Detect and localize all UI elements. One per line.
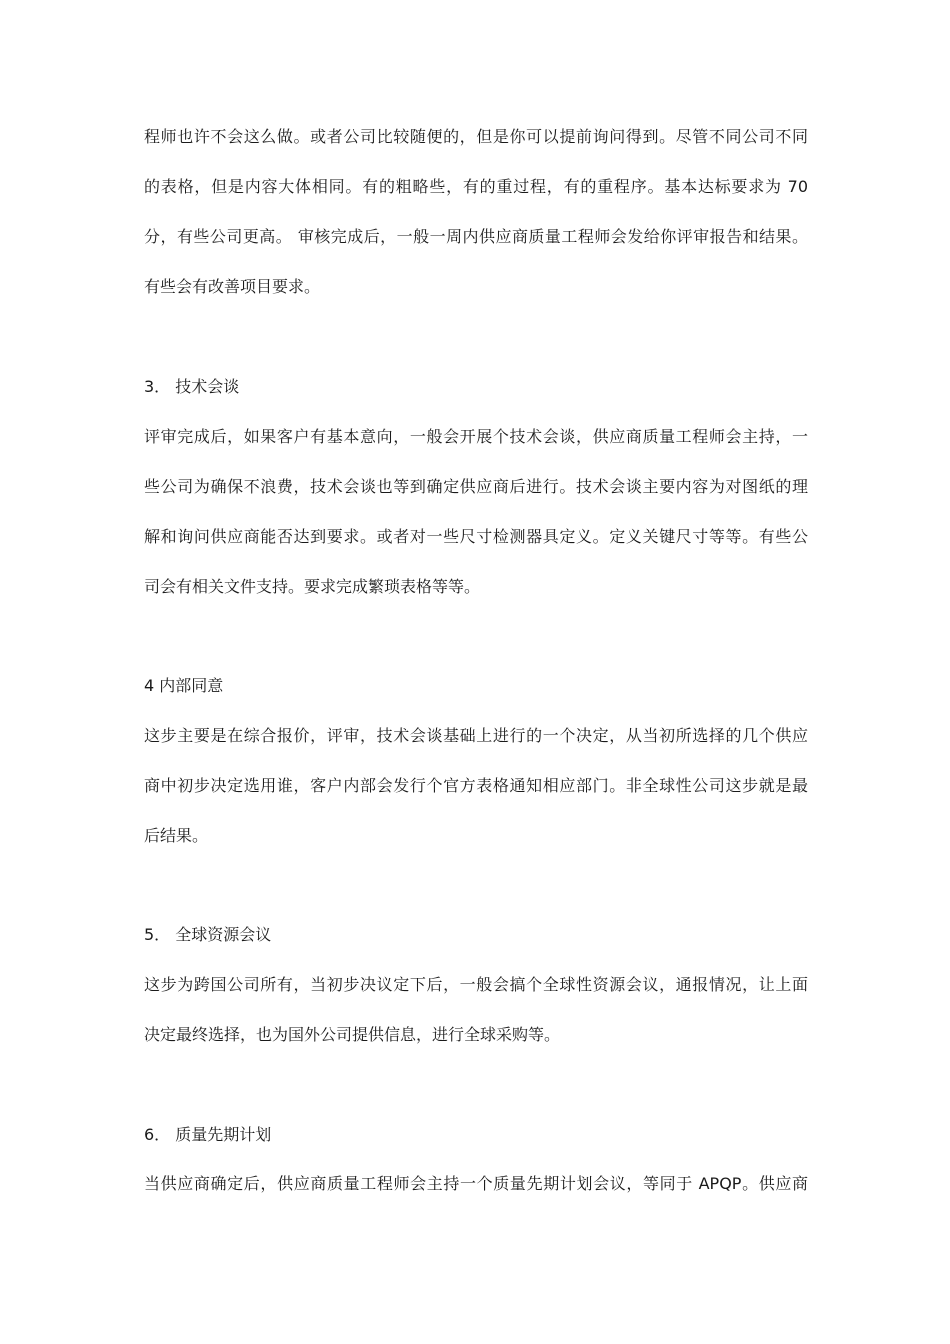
body-text-line: 商中初步决定选用谁，客户内部会发行个官方表格通知相应部门。非全球性公司这步就是最 (144, 776, 808, 795)
body-text-line: 解和询问供应商能否达到要求。或者对一些尺寸检测器具定义。定义关键尺寸等等。有些公 (144, 527, 808, 546)
section-heading: 3． 技术会谈 (144, 377, 240, 396)
section-heading: 5． 全球资源会议 (144, 925, 272, 944)
body-text-line: 的表格，但是内容大体相同。有的粗略些，有的重过程，有的重程序。基本达标要求为 70 (144, 177, 808, 196)
body-text-line: 这步为跨国公司所有，当初步决议定下后，一般会搞个全球性资源会议，通报情况，让上面 (144, 975, 808, 994)
body-text-line: 评审完成后，如果客户有基本意向，一般会开展个技术会谈，供应商质量工程师会主持，一 (144, 427, 808, 446)
body-text-line: 有些会有改善项目要求。 (144, 277, 321, 296)
body-text-line: 分，有些公司更高。 审核完成后，一般一周内供应商质量工程师会发给你评审报告和结果。 (144, 227, 808, 246)
body-text-line: 当供应商确定后，供应商质量工程师会主持一个质量先期计划会议，等同于 APQP。供应商 (144, 1174, 808, 1193)
body-text-line: 程师也许不会这么做。或者公司比较随便的，但是你可以提前询问得到。尽管不同公司不同 (144, 127, 808, 146)
body-text-line: 这步主要是在综合报价，评审，技术会谈基础上进行的一个决定，从当初所选择的几个供应 (144, 726, 808, 745)
section-heading: 6． 质量先期计划 (144, 1125, 272, 1144)
body-text-line: 司会有相关文件支持。要求完成繁琐表格等等。 (144, 577, 481, 596)
body-text-line: 后结果。 (144, 826, 209, 845)
section-heading: 4 内部同意 (144, 676, 224, 695)
body-text-line: 决定最终选择，也为国外公司提供信息，进行全球采购等。 (144, 1025, 561, 1044)
body-text-line: 些公司为确保不浪费，技术会谈也等到确定供应商后进行。技术会谈主要内容为对图纸的理 (144, 477, 808, 496)
